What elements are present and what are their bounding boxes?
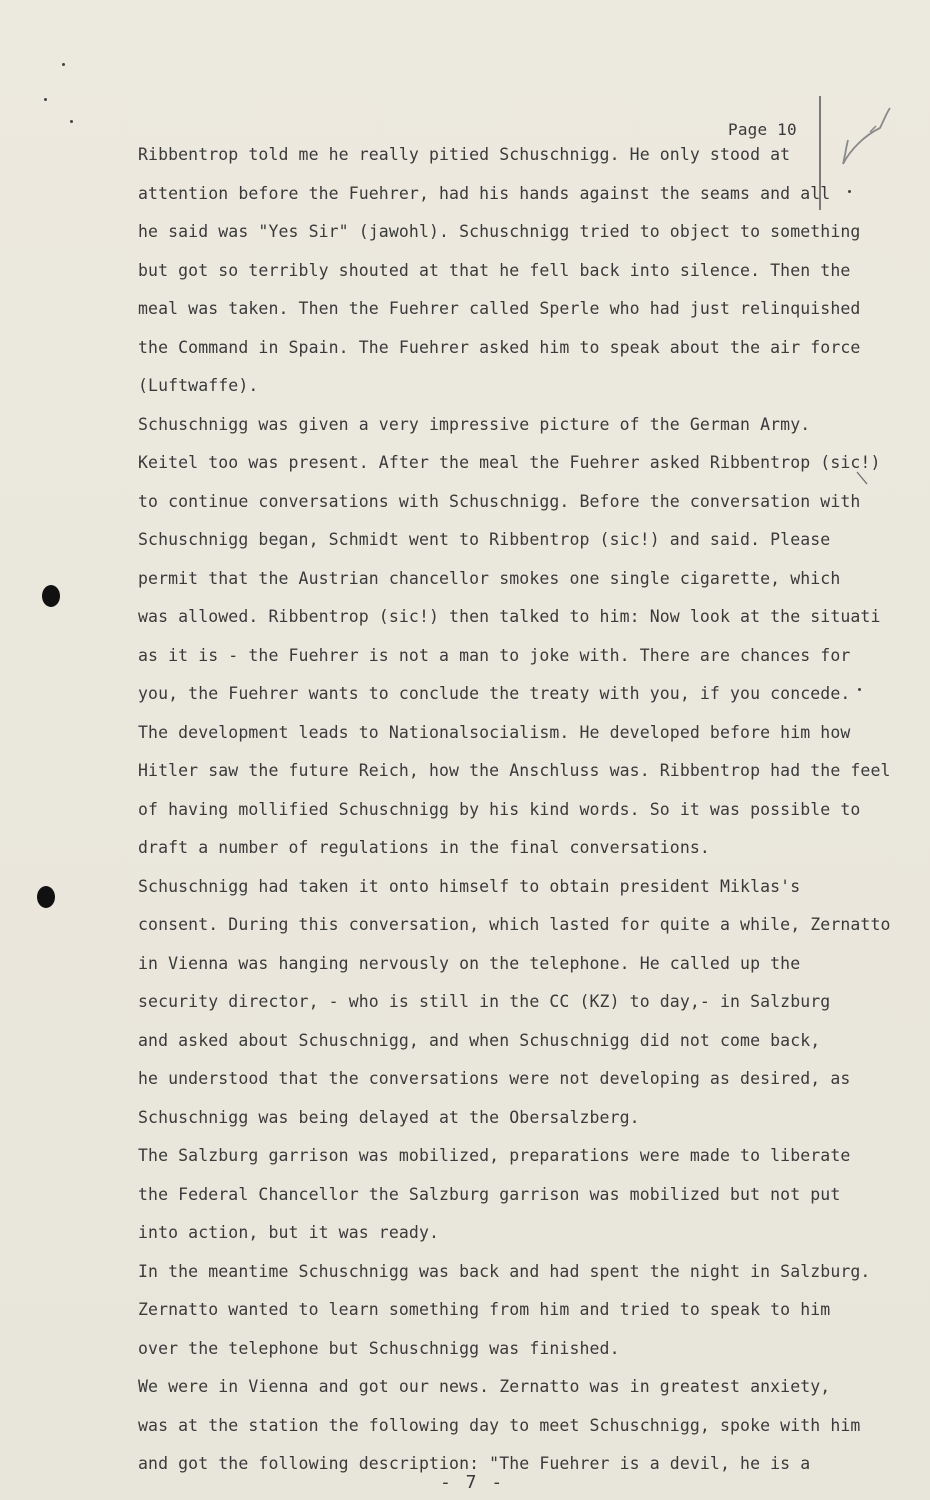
text-line: We were in Vienna and got our news. Zernatto was in greatest anxiety, xyxy=(138,1377,831,1396)
paper-speck xyxy=(62,63,65,66)
text-line: the Federal Chancellor the Salzburg garrison was mobilized but not put xyxy=(138,1184,841,1204)
text-line: over the telephone but Schuschnigg was finished. xyxy=(138,1338,620,1358)
paper-speck xyxy=(44,98,47,101)
body-text xyxy=(138,136,891,1484)
text-line: he understood that the conversations were not developing as desired, as xyxy=(138,1069,851,1088)
text-line: (Luftwaffe). xyxy=(138,376,259,395)
text-line: security director, - who is still in the CC (KZ) to day,- in Salzburg xyxy=(138,992,831,1011)
text-line: in Vienna was hanging nervously on the telephone. He called up the xyxy=(138,953,801,973)
text-line: Hitler saw the future Reich, how the Anschluss was. Ribbentrop had the feel xyxy=(138,761,891,780)
text-line: consent. During this conversation, which lasted for quite a while, Zernatto xyxy=(138,915,891,934)
text-line: but got so terribly shouted at that he fell back into silence. Then the xyxy=(138,260,851,280)
text-line: attention before the Fuehrer, had his hands against the seams and all xyxy=(138,183,831,203)
text-line: Schuschnigg had taken it onto himself to obtain president Miklas's xyxy=(138,876,801,896)
text-line: Zernatto wanted to learn something from him and tried to speak to him xyxy=(138,1300,831,1319)
punch-hole-icon xyxy=(42,585,60,607)
text-line: and asked about Schuschnigg, and when Schuschnigg did not come back, xyxy=(138,1030,821,1050)
text-line: Schuschnigg was given a very impressive picture of the German Army. xyxy=(138,414,811,434)
text-line: and got the following description: "The Fuehrer is a devil, he is a xyxy=(138,1454,811,1473)
text-line: In the meantime Schuschnigg was back and had spent the night in Salzburg. xyxy=(138,1261,871,1281)
text-line: draft a number of regulations in the final conversations. xyxy=(138,838,710,857)
text-line: of having mollified Schuschnigg by his kind words. So it was possible to xyxy=(138,799,861,819)
text-line: to continue conversations with Schuschnigg. Before the conversation with xyxy=(138,491,861,511)
page-number: - 7 - xyxy=(440,1472,505,1493)
text-line: into action, but it was ready. xyxy=(138,1223,440,1242)
text-line: you, the Fuehrer wants to conclude the treaty with you, if you concede. xyxy=(138,684,851,703)
punch-hole-icon xyxy=(37,886,55,908)
paper-speck xyxy=(70,120,73,123)
text-line: was allowed. Ribbentrop (sic!) then talked to him: Now look at the situati xyxy=(138,607,881,626)
text-line: permit that the Austrian chancellor smokes one single cigarette, which xyxy=(138,568,841,588)
text-line: Schuschnigg began, Schmidt went to Ribbentrop (sic!) and said. Please xyxy=(138,530,831,549)
text-line: meal was taken. Then the Fuehrer called Sperle who had just relinquished xyxy=(138,299,861,318)
text-line: The development leads to Nationalsocialism. He developed before him how xyxy=(138,722,851,742)
text-line: he said was "Yes Sir" (jawohl). Schuschnigg tried to object to something xyxy=(138,222,861,241)
text-line: Keitel too was present. After the meal the Fuehrer asked Ribbentrop (sic!) xyxy=(138,453,881,472)
text-line: the Command in Spain. The Fuehrer asked him to speak about the air force xyxy=(138,337,861,357)
text-line: Ribbentrop told me he really pitied Schuschnigg. He only stood at xyxy=(138,145,791,164)
text-line: as it is - the Fuehrer is not a man to joke with. There are chances for xyxy=(138,645,851,665)
text-line: Schuschnigg was being delayed at the Obersalzberg. xyxy=(138,1107,640,1127)
text-line: The Salzburg garrison was mobilized, preparations were made to liberate xyxy=(138,1146,851,1165)
page-label: Page 10 xyxy=(728,120,797,139)
text-line: was at the station the following day to meet Schuschnigg, spoke with him xyxy=(138,1415,861,1435)
